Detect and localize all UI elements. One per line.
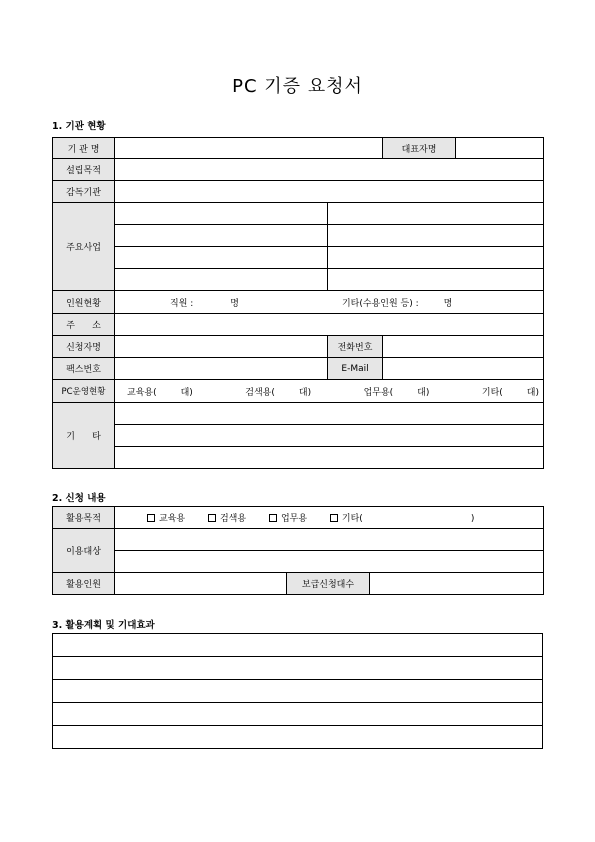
- pc-unit: 대): [417, 387, 430, 398]
- org-status-table: [52, 137, 544, 469]
- target-field[interactable]: [115, 529, 544, 551]
- pc-unit: 대): [298, 387, 312, 398]
- plan-line[interactable]: [53, 703, 543, 726]
- fax-field[interactable]: [115, 358, 328, 380]
- pc-work-label: 업무용(: [363, 387, 394, 398]
- page-title: PC 기증 요청서: [232, 76, 363, 97]
- users-field[interactable]: [115, 573, 287, 595]
- fax-label: 팩스번호: [53, 358, 115, 380]
- section-3-heading: 3. 활용계획 및 기대효과: [52, 620, 155, 631]
- pc-status-field[interactable]: [115, 380, 544, 403]
- main-business-field[interactable]: [328, 203, 544, 225]
- applicant-field[interactable]: [115, 336, 328, 358]
- checkbox-icon[interactable]: [208, 514, 216, 522]
- plan-line[interactable]: [53, 634, 543, 657]
- etc-field[interactable]: [115, 403, 544, 425]
- use-purpose-options: [115, 507, 544, 529]
- pc-status-label: PC운영현황: [53, 380, 115, 403]
- section-2-heading: 2. 신청 내용: [52, 493, 106, 504]
- users-label: 활용인원: [53, 573, 115, 595]
- etc-label: 기 타: [53, 403, 115, 469]
- supervisor-label: 감독기관: [53, 181, 115, 203]
- use-purpose-label: 활용목적: [53, 507, 115, 529]
- checkbox-icon[interactable]: [147, 514, 155, 522]
- etc-field[interactable]: [115, 447, 544, 469]
- qty-field[interactable]: [370, 573, 544, 595]
- checkbox-icon[interactable]: [269, 514, 277, 522]
- phone-label: 전화번호: [328, 336, 383, 358]
- option-search[interactable]: 검색용: [208, 514, 246, 524]
- main-business-field[interactable]: [115, 203, 328, 225]
- qty-label: 보급신청대수: [287, 573, 370, 595]
- org-name-label: 기 관 명: [53, 138, 115, 159]
- email-label: E-Mail: [328, 358, 383, 380]
- phone-field[interactable]: [383, 336, 544, 358]
- etc-field[interactable]: [115, 425, 544, 447]
- plan-table: [52, 633, 543, 749]
- pc-search-label: 검색용(: [245, 387, 275, 398]
- pc-other-label: 기타(: [481, 387, 503, 398]
- target-field[interactable]: [115, 551, 544, 573]
- purpose-label: 설립목적: [53, 159, 115, 181]
- org-name-field[interactable]: [115, 138, 383, 159]
- address-field[interactable]: [115, 314, 544, 336]
- option-other[interactable]: 기타( ): [330, 514, 474, 524]
- staff-field[interactable]: [115, 291, 544, 314]
- main-business-field[interactable]: [328, 247, 544, 269]
- address-label: 주 소: [53, 314, 115, 336]
- checkbox-icon[interactable]: [330, 514, 338, 522]
- option-edu[interactable]: 교육용: [147, 514, 185, 524]
- applicant-label: 신청자명: [53, 336, 115, 358]
- staff-other-label: 기타(수용인원 등) :: [341, 298, 419, 309]
- main-business-field[interactable]: [328, 269, 544, 291]
- purpose-field[interactable]: [115, 159, 544, 181]
- main-business-field[interactable]: [328, 225, 544, 247]
- rep-name-field[interactable]: [456, 138, 544, 159]
- plan-line[interactable]: [53, 680, 543, 703]
- staff-label: 인원현황: [53, 291, 115, 314]
- request-table: [52, 506, 544, 595]
- section-1-heading: 1. 기관 현황: [52, 121, 106, 132]
- pc-unit: 대): [180, 387, 193, 398]
- pc-edu-label: 교육용(: [127, 387, 157, 398]
- staff-unit: 명: [443, 298, 453, 309]
- rep-name-label: 대표자명: [383, 138, 456, 159]
- main-business-field[interactable]: [115, 225, 328, 247]
- email-field[interactable]: [383, 358, 544, 380]
- target-label: 이용대상: [53, 529, 115, 573]
- pc-unit: 대): [526, 387, 540, 398]
- plan-line[interactable]: [53, 726, 543, 749]
- supervisor-field[interactable]: [115, 181, 544, 203]
- option-work[interactable]: 업무용: [269, 514, 307, 524]
- staff-employee-label: 직원 :: [170, 298, 194, 309]
- plan-line[interactable]: [53, 657, 543, 680]
- main-business-label: 주요사업: [53, 203, 115, 291]
- main-business-field[interactable]: [115, 247, 328, 269]
- main-business-field[interactable]: [115, 269, 328, 291]
- staff-unit: 명: [230, 298, 239, 309]
